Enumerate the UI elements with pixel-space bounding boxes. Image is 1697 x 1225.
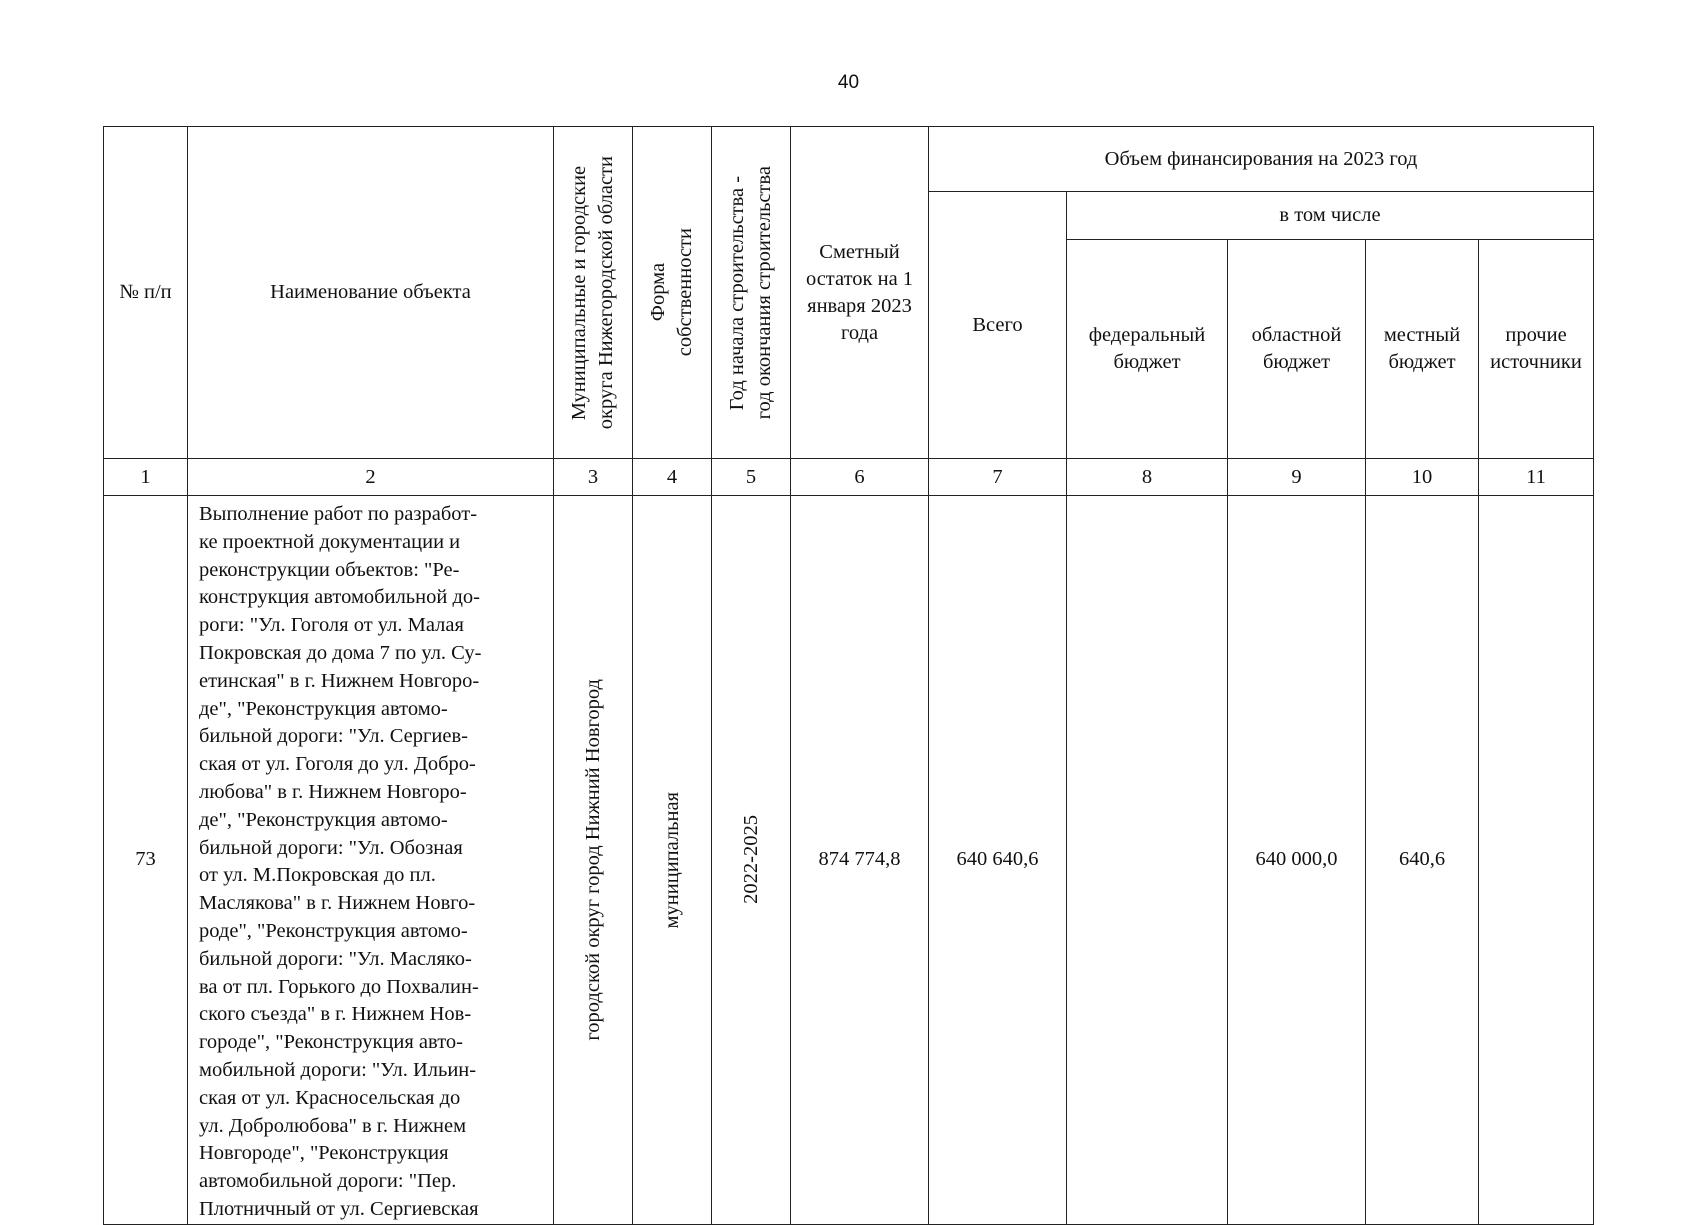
header-municipality-line1: Муниципальные и городские: [568, 165, 590, 420]
object-name-line: де", "Реконструкция автомо-: [199, 808, 448, 831]
object-name-line: от ул. М.Покровская до пл.: [199, 864, 436, 887]
header-construction-years: [712, 127, 791, 459]
object-name-line: бильной дороги: "Ул. Сергиев-: [199, 725, 468, 748]
column-number: 11: [1479, 459, 1594, 496]
header-ownership: [633, 127, 712, 459]
header-local-budget: местный бюджет: [1366, 240, 1479, 459]
header-ownership-line2: собственности: [674, 228, 696, 357]
column-number: 3: [554, 459, 633, 496]
local-budget-value: 640,6: [1366, 496, 1479, 1225]
object-name-line: ская от ул. Гоголя до ул. Добро-: [199, 753, 476, 776]
object-name-line: автомобильной дороги: "Пер.: [199, 1170, 457, 1193]
column-number: 7: [929, 459, 1067, 496]
header-num: № п/п: [104, 127, 188, 459]
object-name-line: Выполнение работ по разработ-: [199, 503, 478, 525]
row-number: 73: [104, 496, 188, 1225]
page-number: 40: [837, 72, 860, 93]
header-municipality-line2: округа Нижегородской области: [595, 155, 617, 430]
object-name-line: бильной дороги: "Ул. Обозная: [199, 836, 463, 859]
object-name-line: етинская" в г. Нижнем Новгоро-: [199, 669, 480, 692]
object-name-line: мобильной дороги: "Ул. Ильин-: [199, 1058, 477, 1081]
header-funding-2023: Объем финансирования на 2023 год: [929, 127, 1594, 192]
municipality-value: городской округ город Нижний Новгород: [581, 679, 604, 1041]
object-name-line: конструкция автомобильной до-: [199, 586, 480, 609]
object-name-line: любова" в г. Нижнем Новгоро-: [199, 780, 467, 803]
header-years-line1: Год начала строительства -: [726, 175, 748, 410]
column-numbers-row: [104, 459, 1594, 496]
object-name-line: реконструкции объектов: "Ре-: [199, 558, 460, 581]
header-municipality: [554, 127, 633, 459]
header-other-sources: прочие источники: [1479, 240, 1594, 459]
object-name-line: бильной дороги: "Ул. Масляко-: [199, 947, 472, 970]
table-row: [104, 496, 1594, 1225]
column-number: 6: [791, 459, 929, 496]
ownership-value: муниципальная: [660, 791, 683, 929]
municipality-cell: [554, 496, 633, 1225]
header-total: Всего: [929, 192, 1067, 459]
column-number: 5: [712, 459, 791, 496]
object-name-line: ва от пл. Горького до Похвалин-: [199, 975, 479, 998]
other-sources-value: [1479, 496, 1594, 1225]
years-value: 2022-2025: [739, 815, 762, 905]
object-name-line: Маслякова" в г. Нижнем Новго-: [199, 892, 476, 915]
header-row-1: [104, 127, 1594, 192]
header-years-line2: год окончания строительства: [753, 165, 775, 420]
object-name-text: [199, 501, 547, 1224]
column-number: 9: [1228, 459, 1366, 496]
total-value: 640 640,6: [929, 496, 1067, 1225]
header-regional-budget: областной бюджет: [1228, 240, 1366, 459]
ownership-cell: [633, 496, 712, 1225]
object-name-line: Покровская до дома 7 по ул. Су-: [199, 641, 482, 664]
header-including: в том числе: [1067, 192, 1594, 240]
object-name-line: роде", "Реконструкция автомо-: [199, 919, 468, 942]
header-federal-budget: федеральный бюджет: [1067, 240, 1228, 459]
object-name-line: городе", "Реконструкция авто-: [199, 1031, 463, 1054]
header-remaining-balance: Сметный остаток на 1 января 2023 года: [791, 127, 929, 459]
column-number: 8: [1067, 459, 1228, 496]
remaining-balance-value: 874 774,8: [791, 496, 929, 1225]
column-number: 10: [1366, 459, 1479, 496]
construction-funding-table: [103, 126, 1594, 1225]
object-name: [188, 496, 554, 1225]
column-number: 2: [188, 459, 554, 496]
object-name-line: де", "Реконструкция автомо-: [199, 697, 448, 720]
header-object-name: Наименование объекта: [188, 127, 554, 459]
object-name-line: роги: "Ул. Гоголя от ул. Малая: [199, 614, 464, 637]
object-name-line: Новгороде", "Реконструкция: [199, 1142, 449, 1165]
object-name-line: ке проектной документации и: [199, 530, 461, 553]
object-name-line: ская от ул. Красносельская до: [199, 1086, 461, 1109]
object-name-line: ул. Добролюбова" в г. Нижнем: [199, 1114, 467, 1137]
regional-budget-value: 640 000,0: [1228, 496, 1366, 1225]
column-number: 4: [633, 459, 712, 496]
column-number: 1: [104, 459, 188, 496]
object-name-line: ского съезда" в г. Нижнем Нов-: [199, 1003, 472, 1026]
years-cell: [712, 496, 791, 1225]
federal-budget-value: [1067, 496, 1228, 1225]
header-ownership-line1: Форма: [647, 263, 669, 322]
object-name-line: Плотничный от ул. Сергиевская: [199, 1197, 479, 1220]
